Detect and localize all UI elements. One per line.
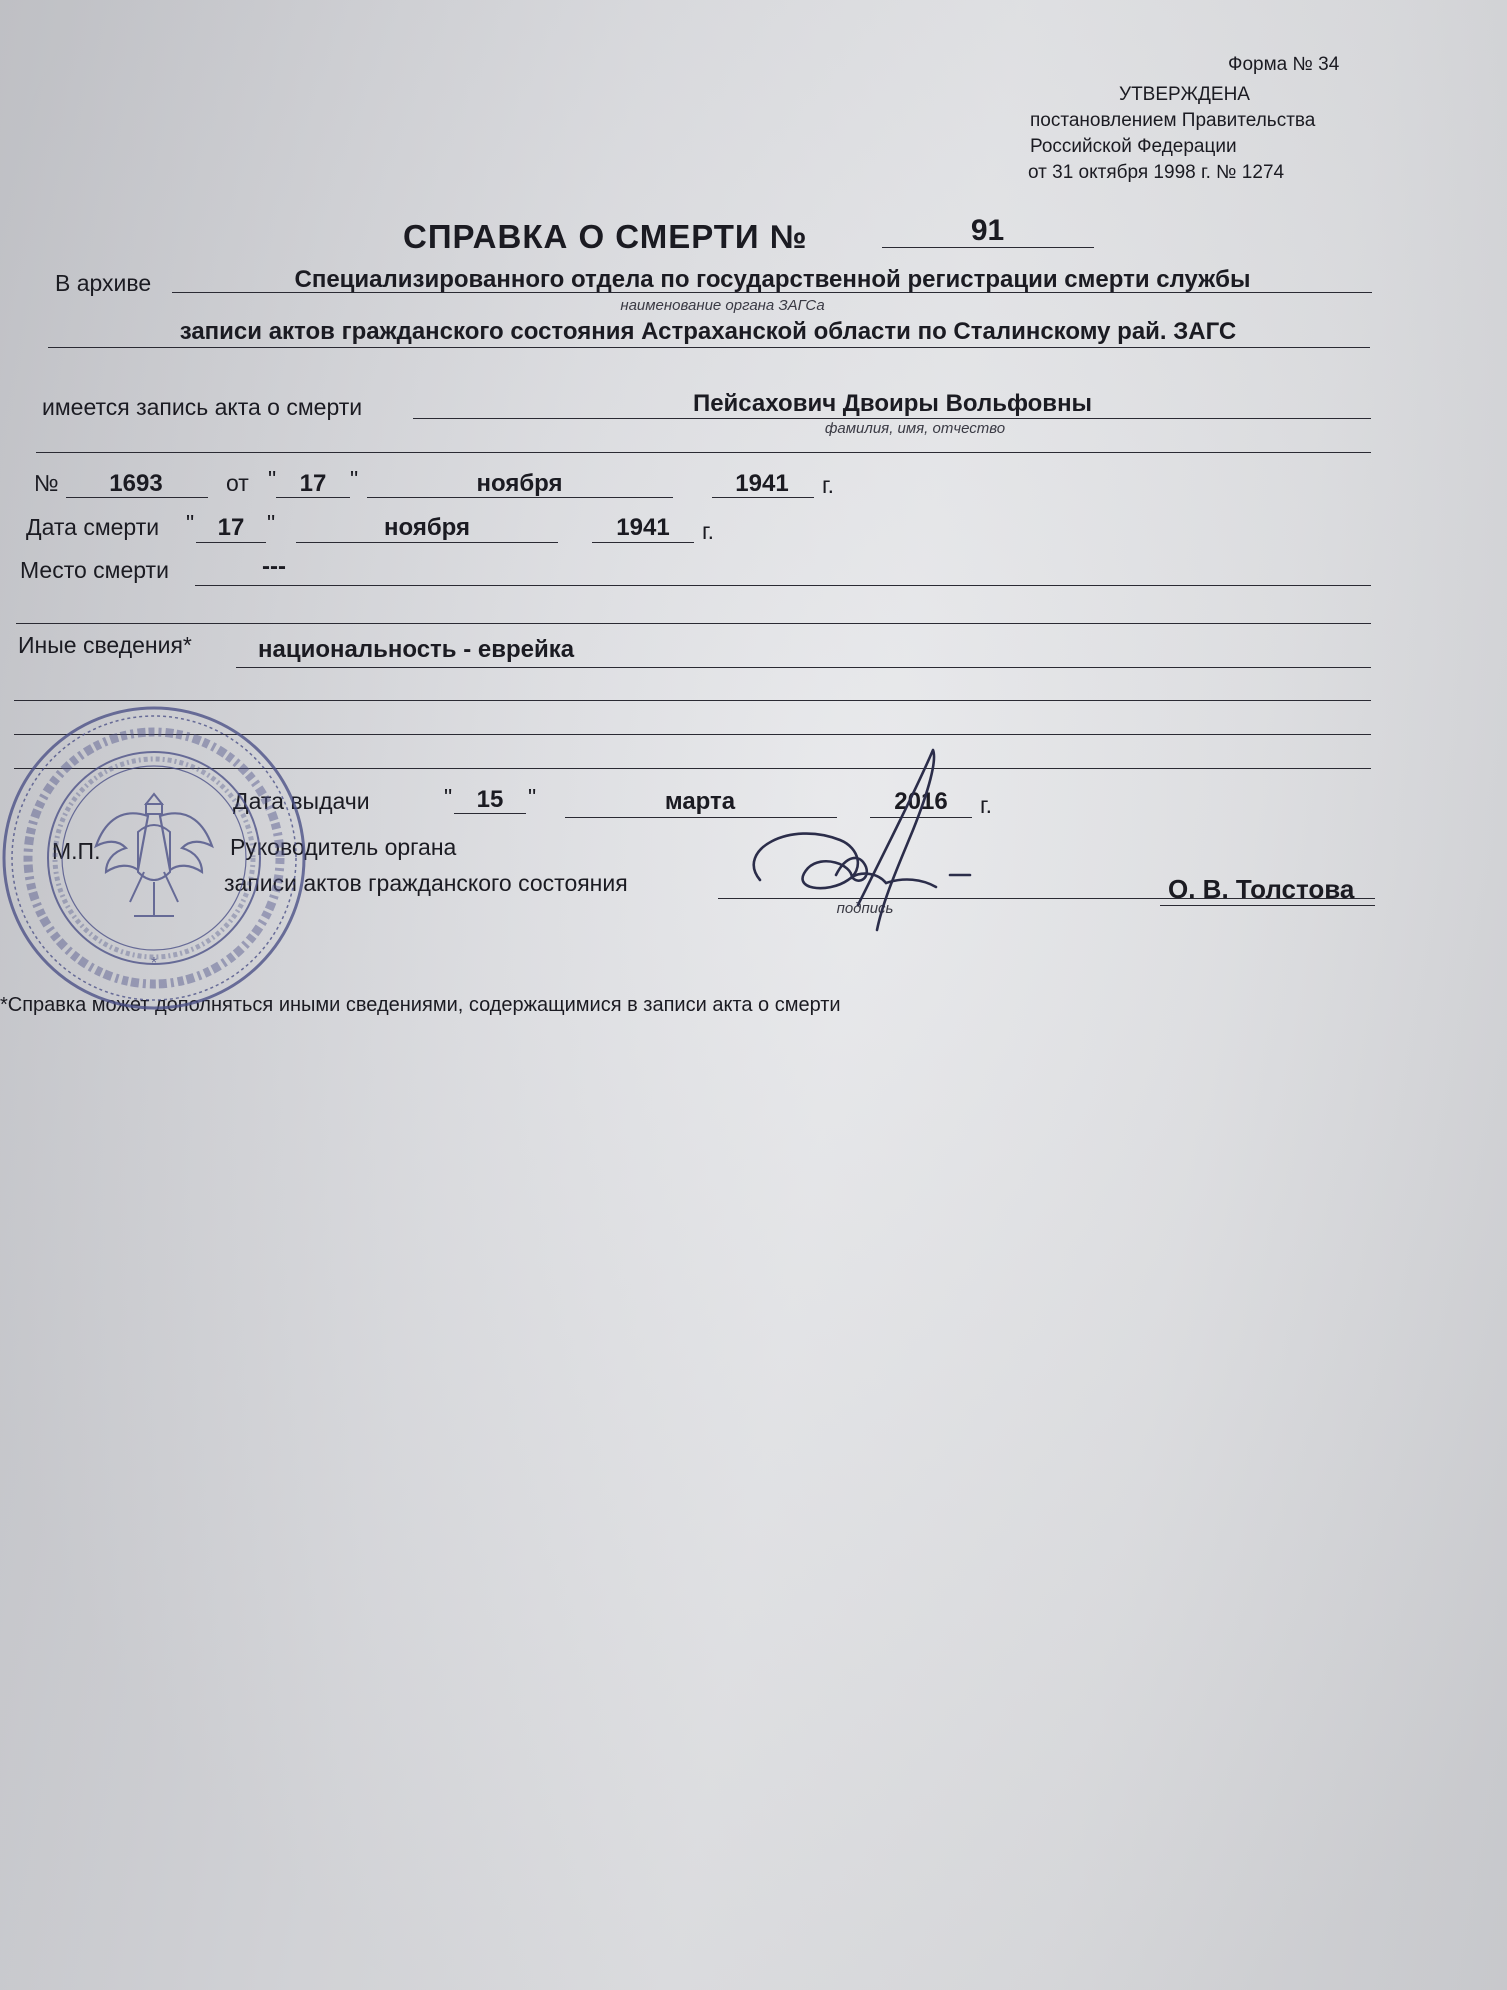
head-label-line-2: записи актов гражданского состояния	[224, 870, 628, 896]
archive-label: В архиве	[55, 270, 152, 296]
other-info-extra-line-1	[14, 700, 1371, 701]
record-day: 17	[299, 470, 327, 497]
head-name: О. В. Толстова	[1168, 874, 1355, 904]
seal-place-label: М.П.	[52, 838, 101, 864]
record-year-suffix: г.	[822, 472, 834, 498]
other-info-line	[236, 667, 1371, 668]
approved-by-line-2: Российской Федерации	[1030, 136, 1237, 157]
issue-day-line	[454, 813, 526, 814]
record-day-line	[276, 497, 350, 498]
issue-quote-open: "	[444, 784, 453, 810]
approved-by-line-1: постановлением Правительства	[1030, 110, 1316, 131]
issue-quote-close: "	[528, 784, 537, 810]
approved-heading: УТВЕРЖДЕНА	[1119, 84, 1250, 105]
death-year-line	[592, 542, 694, 543]
death-quote-close: "	[267, 510, 276, 536]
death-place: ---	[262, 553, 286, 580]
signature-icon	[740, 745, 1000, 945]
footnote: *Справка может дополняться иными сведениями, содержащимися в записи акта о смерти	[0, 994, 841, 1016]
archive-hint: наименование органа ЗАГСа	[620, 297, 825, 314]
issue-month: марта	[664, 788, 736, 815]
death-quote-open: "	[186, 510, 195, 536]
archive-name-line-1: Специализированного отдела по государственной регистрации смерти службы	[294, 266, 1251, 293]
death-place-label: Место смерти	[20, 557, 169, 583]
death-day-line	[196, 542, 266, 543]
page-title: СПРАВКА О СМЕРТИ №	[403, 218, 808, 255]
archive-line-1	[172, 292, 1372, 293]
record-quote-open: "	[268, 466, 277, 492]
signature-hint: подпись	[836, 900, 894, 917]
issue-day: 15	[476, 786, 504, 813]
deceased-name-line	[413, 418, 1371, 419]
record-extra-line	[36, 452, 1371, 453]
head-name-line	[1160, 905, 1375, 906]
official-seal-icon	[0, 702, 310, 1014]
death-day: 17	[217, 514, 245, 541]
record-label: имеется запись акта о смерти	[42, 394, 363, 420]
deceased-name-hint: фамилия, имя, отчество	[824, 420, 1006, 437]
deceased-name: Пейсахович Двоиры Вольфовны	[692, 390, 1093, 417]
record-number: 1693	[109, 470, 163, 497]
certificate-number-line	[882, 247, 1094, 248]
approved-date: от 31 октября 1998 г. № 1274	[1028, 162, 1285, 183]
issue-date-label: Дата выдачи	[233, 788, 370, 814]
head-label-line-1: Руководитель органа	[230, 834, 457, 860]
death-month-line	[296, 542, 558, 543]
death-place-line	[195, 585, 1371, 586]
archive-line-2	[48, 347, 1370, 348]
death-year: 1941	[616, 514, 670, 541]
death-date-label: Дата смерти	[26, 514, 160, 540]
record-from-label: от	[226, 470, 249, 496]
death-place-extra-line	[16, 623, 1371, 624]
record-quote-close: "	[350, 466, 359, 492]
archive-name-line-2: записи актов гражданского состояния Астраханской области по Сталинскому рай. ЗАГС	[179, 318, 1237, 345]
other-info-label: Иные сведения*	[18, 632, 192, 658]
death-year-suffix: г.	[702, 518, 714, 544]
issue-year-suffix: г.	[980, 792, 992, 818]
svg-text:*: *	[150, 955, 158, 972]
death-month: ноября	[383, 514, 470, 541]
record-year-line	[712, 497, 814, 498]
record-month-line	[367, 497, 673, 498]
record-number-label: №	[34, 470, 59, 496]
other-info-value: национальность - еврейка	[258, 636, 575, 663]
record-year: 1941	[735, 470, 789, 497]
form-number: Форма № 34	[1228, 54, 1340, 75]
record-number-line	[66, 497, 208, 498]
issue-year: 2016	[894, 788, 948, 815]
certificate-number: 91	[970, 214, 1005, 247]
record-month: ноября	[476, 470, 563, 497]
